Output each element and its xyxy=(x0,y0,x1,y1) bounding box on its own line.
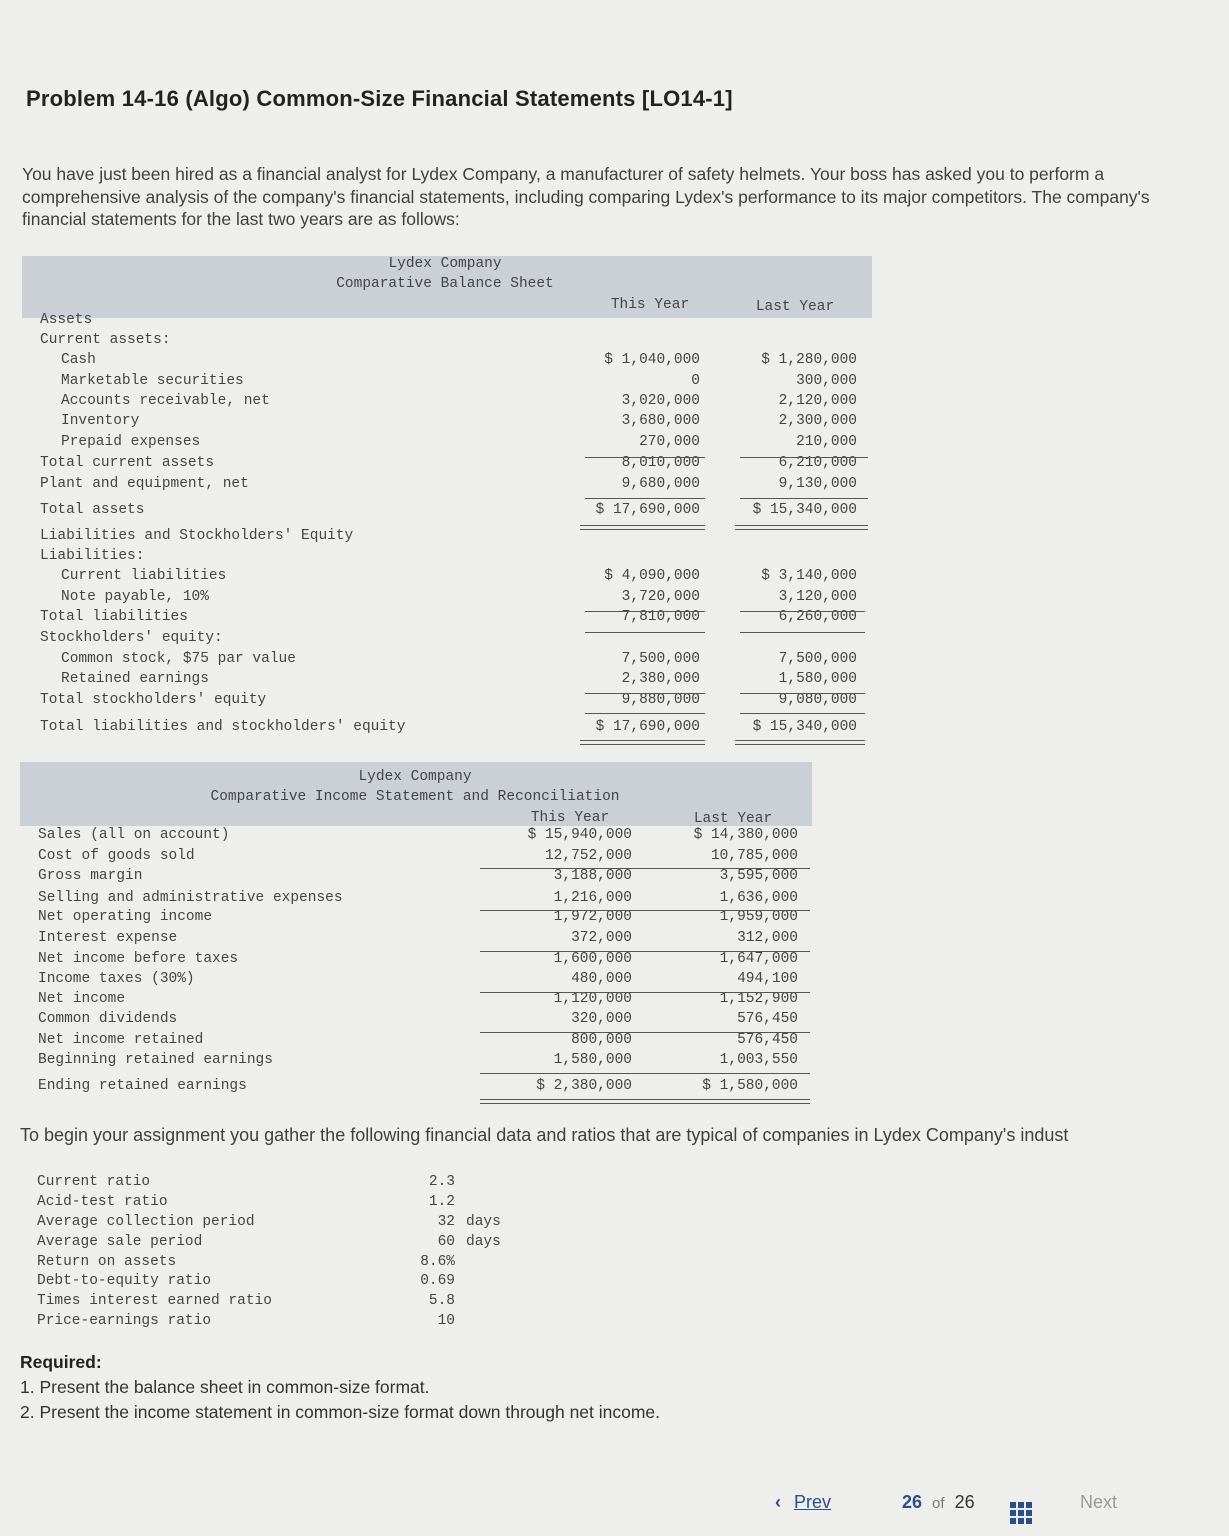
income-statement-this-value: $ 2,380,000 xyxy=(536,1078,632,1094)
income-statement-row-label: Ending retained earnings xyxy=(38,1078,247,1094)
ratio-value: 60 xyxy=(437,1234,455,1250)
income-statement-this-value: 1,600,000 xyxy=(553,951,632,967)
balance-sheet-last-value: 300,000 xyxy=(796,373,857,389)
required-heading: Required: xyxy=(20,1352,102,1372)
balance-sheet-rule xyxy=(585,611,705,612)
balance-sheet-rule xyxy=(740,713,865,714)
balance-sheet-this-value: 2,380,000 xyxy=(621,671,700,687)
balance-sheet-this-value: 7,810,000 xyxy=(621,609,700,625)
balance-sheet-row-label: Liabilities and Stockholders' Equity xyxy=(40,528,354,544)
income-statement-last-value: 576,450 xyxy=(737,1011,798,1027)
income-statement-this-value: 800,000 xyxy=(571,1032,632,1048)
grid-icon xyxy=(1010,1502,1032,1524)
balance-sheet-this-value: 270,000 xyxy=(639,434,700,450)
income-statement-last-value: $ 14,380,000 xyxy=(693,827,798,843)
income-statement-last-value: 576,450 xyxy=(737,1032,798,1048)
balance-sheet-this-value: $ 4,090,000 xyxy=(604,568,700,584)
balance-sheet-last-value: 3,120,000 xyxy=(778,589,857,605)
balance-sheet-row-label: Total stockholders' equity xyxy=(40,692,267,708)
balance-sheet-rule xyxy=(580,740,705,745)
income-statement-col-last: Last Year xyxy=(693,811,773,827)
ratio-label: Acid-test ratio xyxy=(37,1194,168,1210)
income-statement-rule xyxy=(480,868,810,869)
ratio-label: Current ratio xyxy=(37,1174,151,1190)
income-statement-row-label: Common dividends xyxy=(38,1011,178,1027)
income-statement-row-label: Interest expense xyxy=(38,930,178,946)
balance-sheet-this-value: 9,880,000 xyxy=(621,692,700,708)
ratio-value: 1.2 xyxy=(428,1194,455,1210)
balance-sheet-rule xyxy=(740,693,865,694)
intro-paragraph: You have just been hired as a financial analyst for Lydex Company, a manufacturer of safety helmets. Your boss has asked you to perform a comprehensive analysis of the company's financial statements, including comparing Lydex's performance to its major competitors. The company's financial statements for the last two years are as follows: xyxy=(22,164,1150,229)
income-statement-last-value: 1,647,000 xyxy=(719,951,798,967)
income-statement-rule xyxy=(480,1099,810,1104)
income-statement-row-label: Sales (all on account) xyxy=(38,827,230,843)
required-item-2: 2. Present the income statement in common-size format down through net income. xyxy=(20,1402,661,1422)
balance-sheet-row-label: Prepaid expenses xyxy=(61,434,201,450)
balance-sheet-last-value: 210,000 xyxy=(796,434,857,450)
ratio-label: Average collection period xyxy=(37,1214,255,1230)
balance-sheet-row-label: Inventory xyxy=(61,413,140,429)
balance-sheet-this-value: 3,680,000 xyxy=(621,413,700,429)
balance-sheet-last-value: 9,130,000 xyxy=(778,476,857,492)
ratio-label: Debt-to-equity ratio xyxy=(37,1273,212,1289)
prev-label: Prev xyxy=(794,1492,832,1512)
ratio-label: Average sale period xyxy=(37,1234,203,1250)
balance-sheet-this-value: 3,020,000 xyxy=(621,393,700,409)
income-statement-rule xyxy=(480,992,810,993)
income-statement-rule xyxy=(480,910,810,911)
income-statement-row-label: Cost of goods sold xyxy=(38,848,195,864)
balance-sheet-this-value: 0 xyxy=(691,373,700,389)
income-statement-row-label: Selling and administrative expenses xyxy=(38,890,343,906)
income-statement-this-value: 1,120,000 xyxy=(553,991,632,1007)
balance-sheet-last-value: 2,120,000 xyxy=(778,393,857,409)
next-button[interactable] xyxy=(1080,1492,1117,1513)
balance-sheet-row-label: Total assets xyxy=(40,502,145,518)
page-title: Problem 14-16 (Algo) Common-Size Financial Statements [LO14-1] xyxy=(26,86,733,111)
balance-sheet-rule xyxy=(735,525,868,530)
balance-sheet-last-value: $ 3,140,000 xyxy=(761,568,857,584)
ratio-value: 0.69 xyxy=(420,1273,455,1289)
balance-sheet-rule xyxy=(585,498,705,499)
balance-sheet-row-label: Retained earnings xyxy=(61,671,209,687)
balance-sheet-this-value: 8,010,000 xyxy=(621,455,700,471)
ratio-unit: days xyxy=(466,1214,501,1230)
balance-sheet-last-value: 1,580,000 xyxy=(778,671,857,687)
ratio-label: Return on assets xyxy=(37,1254,177,1270)
balance-sheet-rule xyxy=(740,632,865,633)
balance-sheet-last-value: $ 15,340,000 xyxy=(752,502,857,518)
income-statement-last-value: 3,595,000 xyxy=(719,868,798,884)
balance-sheet-last-value: $ 1,280,000 xyxy=(761,352,857,368)
balance-sheet-company: Lydex Company xyxy=(388,256,502,272)
page-current: 26 xyxy=(902,1492,923,1512)
balance-sheet-rule xyxy=(740,457,868,458)
page-of: of xyxy=(932,1495,945,1512)
balance-sheet-rule xyxy=(735,740,865,745)
chevron-left-icon: ‹ xyxy=(775,1492,781,1512)
page-grid-button[interactable] xyxy=(1010,1495,1032,1524)
income-statement-this-value: 12,752,000 xyxy=(544,848,632,864)
required-section xyxy=(20,1350,660,1425)
ratio-unit: days xyxy=(466,1234,501,1250)
balance-sheet-col-this: This Year xyxy=(610,297,690,313)
next-label: Next xyxy=(1080,1492,1118,1512)
balance-sheet-row-label: Assets xyxy=(40,312,93,328)
income-statement-row-label: Net income before taxes xyxy=(38,951,239,967)
balance-sheet-rule xyxy=(580,525,705,530)
income-statement-company: Lydex Company xyxy=(358,769,472,785)
ratio-value: 10 xyxy=(437,1313,455,1329)
balance-sheet-last-value: 6,210,000 xyxy=(778,455,857,471)
balance-sheet-row-label: Liabilities: xyxy=(40,548,145,564)
income-statement-row-label: Income taxes (30%) xyxy=(38,971,195,987)
income-statement-last-value: 312,000 xyxy=(737,930,798,946)
income-statement-this-value: 480,000 xyxy=(571,971,632,987)
balance-sheet-row-label: Total liabilities xyxy=(40,609,188,625)
balance-sheet-this-value: $ 17,690,000 xyxy=(595,502,700,518)
ratio-value: 32 xyxy=(437,1214,455,1230)
balance-sheet-row-label: Total liabilities and stockholders' equity xyxy=(40,719,406,735)
gather-text: To begin your assignment you gather the following financial data and ratios that are typical of companies in Lydex Company's indust xyxy=(20,1125,1069,1145)
page-indicator xyxy=(902,1492,975,1513)
balance-sheet-rule xyxy=(740,498,868,499)
income-statement-this-value: 320,000 xyxy=(571,1011,632,1027)
ratio-value: 8.6% xyxy=(420,1254,455,1270)
income-statement-rule xyxy=(480,1073,810,1074)
balance-sheet-row-label: Current assets: xyxy=(40,332,171,348)
balance-sheet-row-label: Common stock, $75 par value xyxy=(61,651,296,667)
balance-sheet-col-last: Last Year xyxy=(755,299,835,315)
ratio-label: Price-earnings ratio xyxy=(37,1313,212,1329)
balance-sheet-row-label: Accounts receivable, net xyxy=(61,393,270,409)
income-statement-this-value: 372,000 xyxy=(571,930,632,946)
income-statement-rule xyxy=(480,1032,810,1033)
balance-sheet-last-value: 7,500,000 xyxy=(778,651,857,667)
balance-sheet-this-value: $ 1,040,000 xyxy=(604,352,700,368)
balance-sheet-rule xyxy=(585,457,705,458)
balance-sheet-last-value: 9,080,000 xyxy=(778,692,857,708)
income-statement-last-value: 1,152,900 xyxy=(719,991,798,1007)
income-statement-last-value: 494,100 xyxy=(737,971,798,987)
income-statement-this-value: $ 15,940,000 xyxy=(527,827,632,843)
page-total: 26 xyxy=(954,1492,975,1512)
income-statement-this-value: 3,188,000 xyxy=(553,868,632,884)
balance-sheet-last-value: 2,300,000 xyxy=(778,413,857,429)
balance-sheet-row-label: Current liabilities xyxy=(61,568,227,584)
income-statement-row-label: Beginning retained earnings xyxy=(38,1052,273,1068)
income-statement-last-value: 1,959,000 xyxy=(719,909,798,925)
balance-sheet-last-value: $ 15,340,000 xyxy=(752,719,857,735)
balance-sheet-rule xyxy=(585,632,705,633)
income-statement-this-value: 1,216,000 xyxy=(553,890,632,906)
ratio-value: 5.8 xyxy=(428,1293,455,1309)
income-statement-rule xyxy=(480,951,810,952)
ratio-label: Times interest earned ratio xyxy=(37,1293,272,1309)
income-statement-last-value: 10,785,000 xyxy=(710,848,798,864)
income-statement-this-value: 1,972,000 xyxy=(553,909,632,925)
income-statement-title: Comparative Income Statement and Reconciliation xyxy=(210,789,620,805)
balance-sheet-row-label: Note payable, 10% xyxy=(61,589,209,605)
prev-button[interactable] xyxy=(775,1492,831,1513)
balance-sheet-row-label: Stockholders' equity: xyxy=(40,630,223,646)
balance-sheet-rule xyxy=(585,713,705,714)
balance-sheet-last-value: 6,260,000 xyxy=(778,609,857,625)
balance-sheet-row-label: Total current assets xyxy=(40,455,215,471)
income-statement-last-value: $ 1,580,000 xyxy=(702,1078,798,1094)
income-statement-row-label: Gross margin xyxy=(38,868,143,884)
balance-sheet-this-value: 3,720,000 xyxy=(621,589,700,605)
balance-sheet-row-label: Plant and equipment, net xyxy=(40,476,249,492)
income-statement-last-value: 1,003,550 xyxy=(719,1052,798,1068)
required-item-1: 1. Present the balance sheet in common-size format. xyxy=(20,1377,430,1397)
ratio-value: 2.3 xyxy=(428,1174,455,1190)
balance-sheet-this-value: $ 17,690,000 xyxy=(595,719,700,735)
balance-sheet-title: Comparative Balance Sheet xyxy=(336,276,554,292)
balance-sheet-this-value: 7,500,000 xyxy=(621,651,700,667)
income-statement-row-label: Net income retained xyxy=(38,1032,204,1048)
balance-sheet-rule xyxy=(585,693,705,694)
balance-sheet-row-label: Cash xyxy=(61,352,96,368)
income-statement-row-label: Net operating income xyxy=(38,909,213,925)
income-statement-last-value: 1,636,000 xyxy=(719,890,798,906)
balance-sheet-rule xyxy=(740,611,865,612)
income-statement-col-this: This Year xyxy=(530,810,610,826)
balance-sheet-row-label: Marketable securities xyxy=(61,373,244,389)
income-statement-row-label: Net income xyxy=(38,991,126,1007)
income-statement-this-value: 1,580,000 xyxy=(553,1052,632,1068)
balance-sheet-this-value: 9,680,000 xyxy=(621,476,700,492)
